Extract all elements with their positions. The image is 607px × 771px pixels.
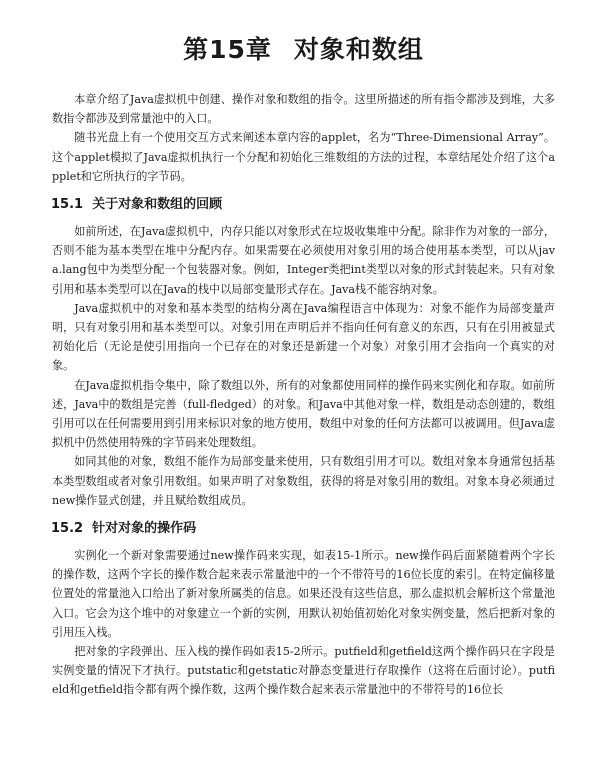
intro-paragraph-2: 随书光盘上有一个使用交互方式来阐述本章内容的applet，名为“Three-Dimensional Array”。这个applet模拟了Java虚拟机执行一个分配和初始化三维数组的方法的过程，本章结尾处介绍了这个applet和它所执行的字节码。: [52, 131, 555, 183]
section-number: 15.2: [51, 521, 84, 537]
section-title: 关于对象和数组的回顾: [92, 197, 223, 213]
section-number: 15.1: [51, 197, 84, 213]
section-title: 针对对象的操作码: [92, 521, 197, 537]
section-15-1-paragraph-2: Java虚拟机中的对象和基本类型的结构分离在Java编程语言中体现为：对象不能作为局部变量声明，只有对象引用和基本类型可以。对象引用在声明后并不指向任何有意义的东西，只有在引用被显式初始化后（无论是使引用指向一个已存在的对象还是新建一个对象）对象引用才会指向一个真实的对象。: [52, 301, 555, 373]
section-15-2-paragraph-1: 实例化一个新对象需要通过new操作码来实现，如表15-1所示。new操作码后面紧随着两个字长的操作数，这两个字长的操作数合起来表示常量池中的一个不带符号的16位长度的索引。在特定偏移量位置处的常量池入口给出了新对象所属类的信息。如果还没有这些信息，那么虚拟机会解析这个常量池入口。它会为这个堆中的对象建立一个新的实例，用默认初始值初始化对象实例变量，然后把新对象的引用压入栈。: [52, 549, 555, 639]
section-15-1-paragraph-3: 在Java虚拟机指令集中，除了数组以外，所有的对象都使用同样的操作码来实例化和存取。如前所述，Java中的数组是完善（full-fledged）的对象。和Java中其他对象一样，数组是动态创建的，数组引用可以在任何需要用到引用来标识对象的地方使用，数组中对象的任何方法都可以被调用。但Java虚拟机中仍然使用特殊的字节码来处理数组。: [52, 378, 555, 450]
section-15-1-paragraph-4: 如同其他的对象，数组不能作为局部变量来使用，只有数组引用才可以。数组对象本身通常包括基本类型数组或者对象引用数组。如果声明了对象数组，获得的将是对象引用的数组。对象本身必须通过new操作显式创建，并且赋给数组成员。: [52, 455, 555, 507]
section-heading-15-1: [51, 194, 555, 216]
section-heading-15-2: [51, 518, 555, 540]
section-15-2-paragraph-2: 把对象的字段弹出、压入栈的操作码如表15-2所示。putfield和getfield这两个操作码只在字段是实例变量的情况下才执行。putstatic和getstatic对静态变量进行存取操作（这将在后面讨论）。putfield和getfield指令都有两个操作数，这两个操作数合起来表示常量池中的不带符号的16位长: [52, 645, 555, 697]
chapter-title: [52, 34, 555, 66]
section-15-1-paragraph-1: 如前所述，在Java虚拟机中，内存只能以对象形式在垃圾收集堆中分配。除非作为对象的一部分，否则不能为基本类型在堆中分配内存。如果需要在必须使用对象引用的场合使用基本类型，可以从java.lang包中为类型分配一个包装器对象。例如，Integer类把int类型以对象的形式封装起来。只有对象引用和基本类型可以在Java的栈中以局部变量形式存在。Java栈不能容纳对象。: [52, 225, 555, 296]
chapter-name: 对象和数组: [293, 35, 424, 64]
intro-paragraph-1: 本章介绍了Java虚拟机中创建、操作对象和数组的指令。这里所描述的所有指令都涉及到堆，大多数指令都涉及到常量池中的入口。: [52, 93, 555, 126]
chapter-number: 第15章: [183, 35, 272, 64]
